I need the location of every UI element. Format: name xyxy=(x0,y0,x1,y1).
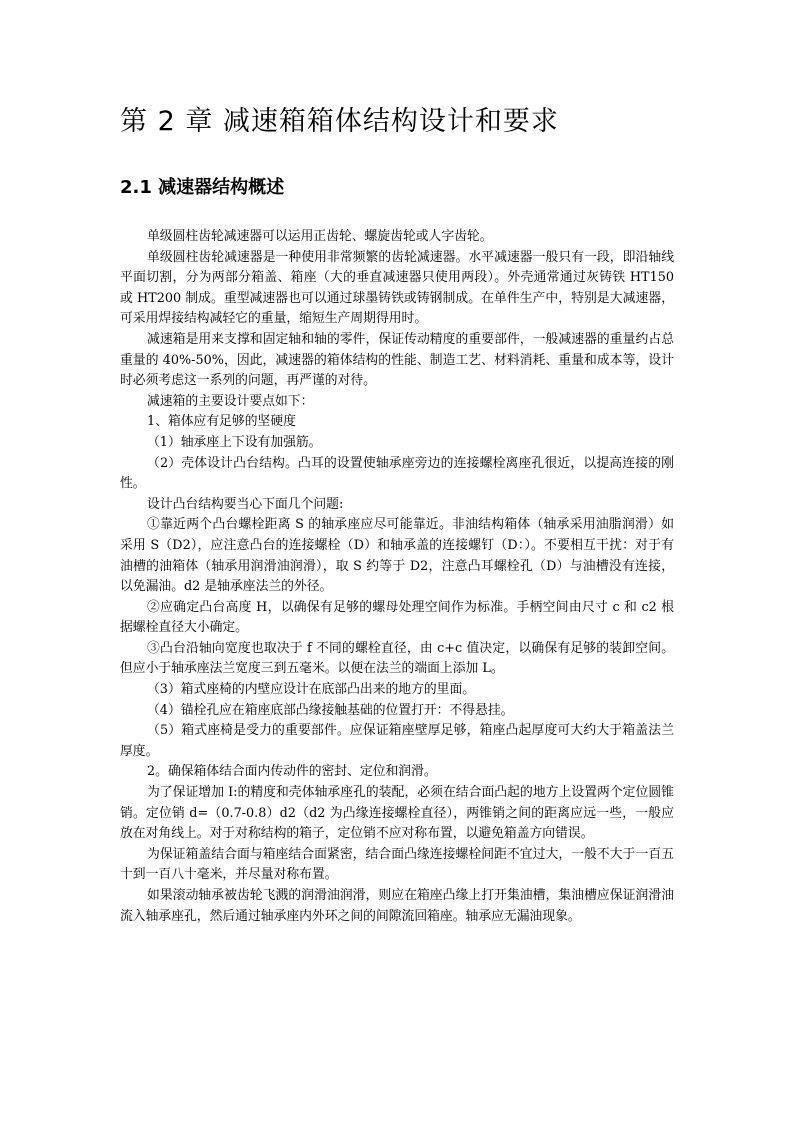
paragraph-7: （2）壳体设计凸台结构。凸耳的设置使轴承座旁边的连接螺栓离座孔很近，以提高连接的刚性。 xyxy=(120,455,674,492)
paragraph-3: 减速箱是用来支撑和固定轴和轴的零件，保证传动精度的重要部件，一般减速器的重量约占总重量的 40%-50%，因此，减速器的箱体结构的性能、制造工艺、材料消耗、重量和成本等，设计时必须考虑这一系列的问题，再严谨的对待。 xyxy=(120,331,674,389)
paragraph-12: （3）箱式座椅的内壁应设计在底部凸出来的地方的里面。 xyxy=(147,682,476,698)
paragraph-6: （1）轴承座上下设有加强筋。 xyxy=(147,434,322,450)
paragraph-10: ②应确定凸台高度 H，以确保有足够的螺母处理空间作为标准。手柄空间由尺寸 c 和 c2 根据螺栓直径大小确定。 xyxy=(120,599,674,636)
paragraph-11: ③凸台沿轴向宽度也取决于 f 不同的螺栓直径，由 c+c 值决定，以确保有足够的装卸空间。但应小于轴承座法兰宽度三到五毫米。以便在法兰的端面上添加 L。 xyxy=(120,640,674,677)
paragraph-18: 如果滚动轴承被齿轮飞溅的润滑油润滑，则应在箱座凸缘上打开集油槽，集油槽应保证润滑油流入轴承座孔，然后通过轴承座内外环之间的间隙流回箱座。轴承应无漏油现象。 xyxy=(120,888,674,924)
paragraph-17: 为保证箱盖结合面与箱座结合面紧密，结合面凸缘连接螺栓间距不宜过大，一般不大于一百五十到一百八十毫米，并尽量对称布置。 xyxy=(120,846,674,883)
paragraph-9: ①靠近两个凸台螺栓距离 S 的轴承座应尽可能靠近。非油结构箱体（轴承采用油脂润滑）如采用 S（D2），应注意凸台的连接螺栓（D）和轴承盖的连接螺钉（D：）。不要相互干扰：对于有油槽的油箱体（轴承用润滑油润滑），取 S 约等于 D2，注意凸耳螺栓孔（D）与油槽没有连接，以免漏油。d2 是轴承座法兰的外径。 xyxy=(120,517,674,595)
chapter-title: 第 2 章 减速箱箱体结构设计和要求 xyxy=(120,106,559,137)
paragraph-16: 为了保证增加 I:的精度和壳体轴承座孔的装配，必须在结合面凸起的地方上设置两个定位圆锥销。定位销 d=（0.7-0.8）d2（d2 为凸缘连接螺栓直径），两锥销之间的距离应远一些，一般应放在对角线上。对于对称结构的箱子，定位销不应对称布置，以避免箱盖方向错误。 xyxy=(120,785,674,842)
paragraph-1: 单级圆柱齿轮减速器可以运用正齿轮、螺旋齿轮或人字齿轮。 xyxy=(147,229,493,244)
paragraph-8: 设计凸台结构要当心下面几个问题: xyxy=(147,496,344,512)
paragraph-2: 单级圆柱齿轮减速器是一种使用非常频繁的齿轮减速器。水平减速器一般只有一段，即沿轴线平面切割，分为两部分箱盖、箱座（大的垂直减速器只使用两段）。外壳通常通过灰铸铁 HT150 或 HT200 制成。重型减速器也可以通过球墨铸铁或铸钢制成。在单件生产中，特别是大减速器，可采用焊接结构减轻它的重量，缩短生产周期得用时。 xyxy=(120,249,674,327)
paragraph-4: 减速箱的主要设计要点如下： xyxy=(147,393,314,409)
paragraph-15: 2。确保箱体结合面内传动件的密封、定位和润滑。 xyxy=(147,764,437,780)
body-text xyxy=(120,227,674,927)
paragraph-14: （5）箱式座椅是受力的重要部件。应保证箱座壁厚足够，箱座凸起厚度可大约大于箱盖法兰厚度。 xyxy=(120,723,674,759)
paragraph-5: 1、箱体应有足够的坚硬度 xyxy=(147,414,296,430)
section-title: 2.1 减速器结构概述 xyxy=(120,177,285,198)
paragraph-13: （4）锚栓孔应在箱座底部凸缘接触基础的位置打开：不得悬挂。 xyxy=(147,702,514,718)
